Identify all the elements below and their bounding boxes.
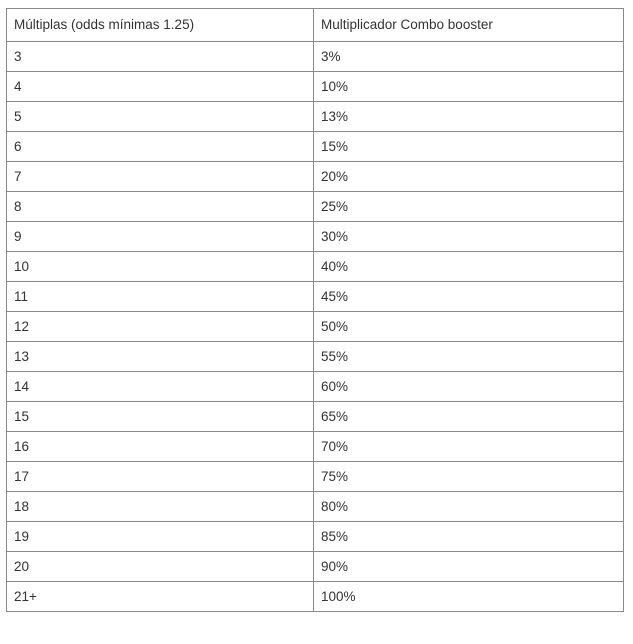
combo-booster-table [6, 8, 624, 612]
table-row [7, 552, 624, 582]
cell-multiplier: 90% [314, 552, 624, 582]
cell-selections: 16 [7, 432, 314, 462]
cell-multiplier: 10% [314, 72, 624, 102]
table-row [7, 72, 624, 102]
table-row [7, 222, 624, 252]
cell-multiplier: 30% [314, 222, 624, 252]
table-row [7, 252, 624, 282]
cell-multiplier: 75% [314, 462, 624, 492]
table-row [7, 102, 624, 132]
table-row [7, 132, 624, 162]
table-row [7, 582, 624, 612]
cell-multiplier: 15% [314, 132, 624, 162]
header-multiplier: Multiplicador Combo booster [314, 9, 624, 42]
table-row [7, 462, 624, 492]
cell-selections: 21+ [7, 582, 314, 612]
table-row [7, 162, 624, 192]
cell-multiplier: 60% [314, 372, 624, 402]
cell-multiplier: 40% [314, 252, 624, 282]
table-row [7, 42, 624, 72]
cell-selections: 4 [7, 72, 314, 102]
table-row [7, 492, 624, 522]
cell-multiplier: 85% [314, 522, 624, 552]
cell-selections: 19 [7, 522, 314, 552]
table-row [7, 312, 624, 342]
table-row [7, 192, 624, 222]
cell-multiplier: 55% [314, 342, 624, 372]
cell-selections: 7 [7, 162, 314, 192]
cell-multiplier: 45% [314, 282, 624, 312]
cell-multiplier: 25% [314, 192, 624, 222]
table-row [7, 522, 624, 552]
cell-multiplier: 3% [314, 42, 624, 72]
cell-multiplier: 100% [314, 582, 624, 612]
cell-multiplier: 20% [314, 162, 624, 192]
header-multiples: Múltiplas (odds mínimas 1.25) [7, 9, 314, 42]
cell-selections: 14 [7, 372, 314, 402]
cell-multiplier: 80% [314, 492, 624, 522]
cell-selections: 10 [7, 252, 314, 282]
cell-selections: 9 [7, 222, 314, 252]
cell-multiplier: 70% [314, 432, 624, 462]
table-body [7, 42, 624, 612]
table-row [7, 432, 624, 462]
cell-selections: 13 [7, 342, 314, 372]
cell-selections: 5 [7, 102, 314, 132]
cell-selections: 11 [7, 282, 314, 312]
cell-selections: 8 [7, 192, 314, 222]
cell-selections: 12 [7, 312, 314, 342]
cell-selections: 20 [7, 552, 314, 582]
cell-multiplier: 13% [314, 102, 624, 132]
cell-multiplier: 50% [314, 312, 624, 342]
cell-selections: 3 [7, 42, 314, 72]
cell-selections: 18 [7, 492, 314, 522]
cell-selections: 6 [7, 132, 314, 162]
cell-selections: 15 [7, 402, 314, 432]
table-header-row [7, 9, 624, 42]
cell-selections: 17 [7, 462, 314, 492]
table-row [7, 402, 624, 432]
table-row [7, 372, 624, 402]
table-row [7, 282, 624, 312]
cell-multiplier: 65% [314, 402, 624, 432]
combo-booster-table-container [6, 8, 623, 612]
table-row [7, 342, 624, 372]
